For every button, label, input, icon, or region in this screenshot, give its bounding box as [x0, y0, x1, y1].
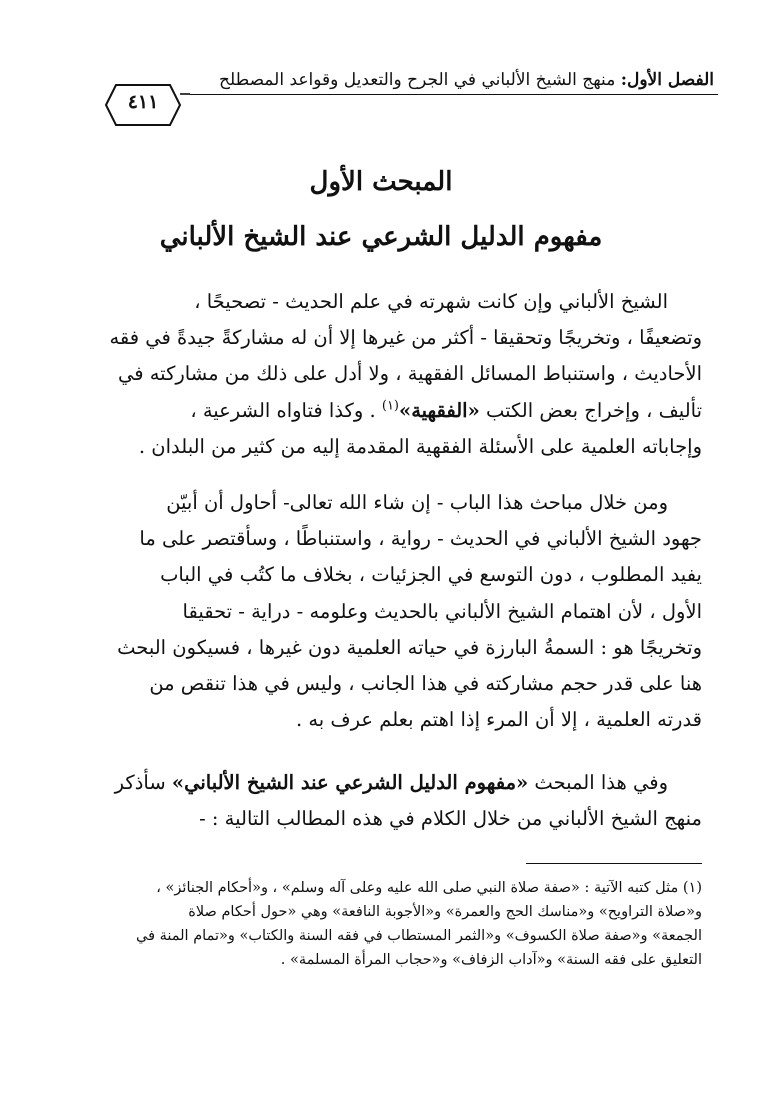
- text-line: منهج الشيخ الألباني من خلال الكلام في هذه المطالب التالية : -: [199, 807, 702, 831]
- chapter-label: الفصل الأول:: [620, 70, 714, 90]
- text-line: الشيخ الألباني وإن كانت شهرته في علم الحديث - تصحيحًا ،: [194, 290, 668, 313]
- header-rule: [190, 94, 718, 95]
- text-line: هنا على قدر حجم مشاركته في هذا الجانب ، وليس في هذا تنقص من: [149, 672, 702, 696]
- text-line-with-footnote: [62, 393, 702, 429]
- footnote-line: الجمعة» و«صفة صلاة الكسوف» و«الثمر المستطاب في فقه السنة والكتاب» و«تمام المنة في: [135, 928, 702, 944]
- page-number-badge: [96, 80, 190, 130]
- chapter-title: منهج الشيخ الألباني في الجرح والتعديل وقواعد المصطلح: [219, 70, 616, 90]
- text-line: قدرته العلمية ، إلا أن المرء إذا اهتم بعلم عرف به .: [295, 708, 702, 732]
- text-line: الأول ، لأن اهتمام الشيخ الألباني بالحديث وعلومه - دراية - تحقيقا: [182, 599, 702, 623]
- text-fragment: سأذكر: [114, 771, 172, 794]
- section-title: المبحث الأول: [309, 167, 453, 197]
- text-line: الأحاديث ، واستنباط المسائل الفقهية ، ولا أدل على ذلك من مشاركته في: [117, 362, 702, 386]
- paragraph-3: [62, 765, 702, 837]
- footnote-line: (١) مثل كتبه الآتية : «صفة صلاة النبي صلى الله عليه وعلى آله وسلم» ، و«أحكام الجنائز» ،: [156, 880, 702, 896]
- bold-term: «الفقهية»: [399, 398, 480, 422]
- text-fragment: . وكذا فتاواه الشرعية ،: [190, 398, 382, 422]
- footnote-line: و«صلاة التراويح» و«مناسك الحج والعمرة» و«الأجوبة النافعة» وهي «حول أحكام صلاة: [188, 904, 702, 920]
- text-line: [62, 765, 702, 801]
- text-line: يفيد المطلوب ، دون التوسع في الجزئيات ، بخلاف ما كتُب في الباب: [160, 563, 702, 587]
- footnotes: [64, 876, 702, 972]
- paragraph-1: [62, 284, 702, 465]
- text-fragment: تأليف ، وإخراج بعض الكتب: [479, 398, 702, 422]
- text-line: وتخريجًا هو : السمةُ البارزة في حياته العلمية دون غيرها ، فسيكون البحث: [117, 635, 702, 659]
- text-fragment: وفي هذا المبحث: [528, 771, 668, 794]
- text-line: وتضعيفًا ، وتخريجًا وتحقيقا - أكثر من غيرها إلا أن له مشاركةً جيدةً في فقه: [109, 326, 702, 350]
- footnote-marker[interactable]: (١): [381, 398, 399, 414]
- paragraph-2: [62, 485, 702, 738]
- page-number: ٤١١: [127, 91, 159, 113]
- footnote-line: التعليق على فقه السنة» و«آداب الزفاف» و«حجاب المرأة المسلمة» .: [280, 952, 702, 968]
- text-line: وإجاباته العلمية على الأسئلة الفقهية المقدمة إليه من كثير من البلدان .: [138, 434, 702, 458]
- text-line: جهود الشيخ الألباني في الحديث - رواية ، واستنباطًا ، وسأقتصر على ما: [139, 527, 702, 551]
- bold-term: «مفهوم الدليل الشرعي عند الشيخ الألباني»: [171, 771, 529, 794]
- running-header: [190, 68, 714, 92]
- footnote-separator: [526, 863, 702, 864]
- text-line: ومن خلال مباحث هذا الباب - إن شاء الله تعالى- أحاول أن أبيّن: [166, 491, 668, 514]
- section-subtitle: مفهوم الدليل الشرعي عند الشيخ الألباني: [159, 222, 603, 252]
